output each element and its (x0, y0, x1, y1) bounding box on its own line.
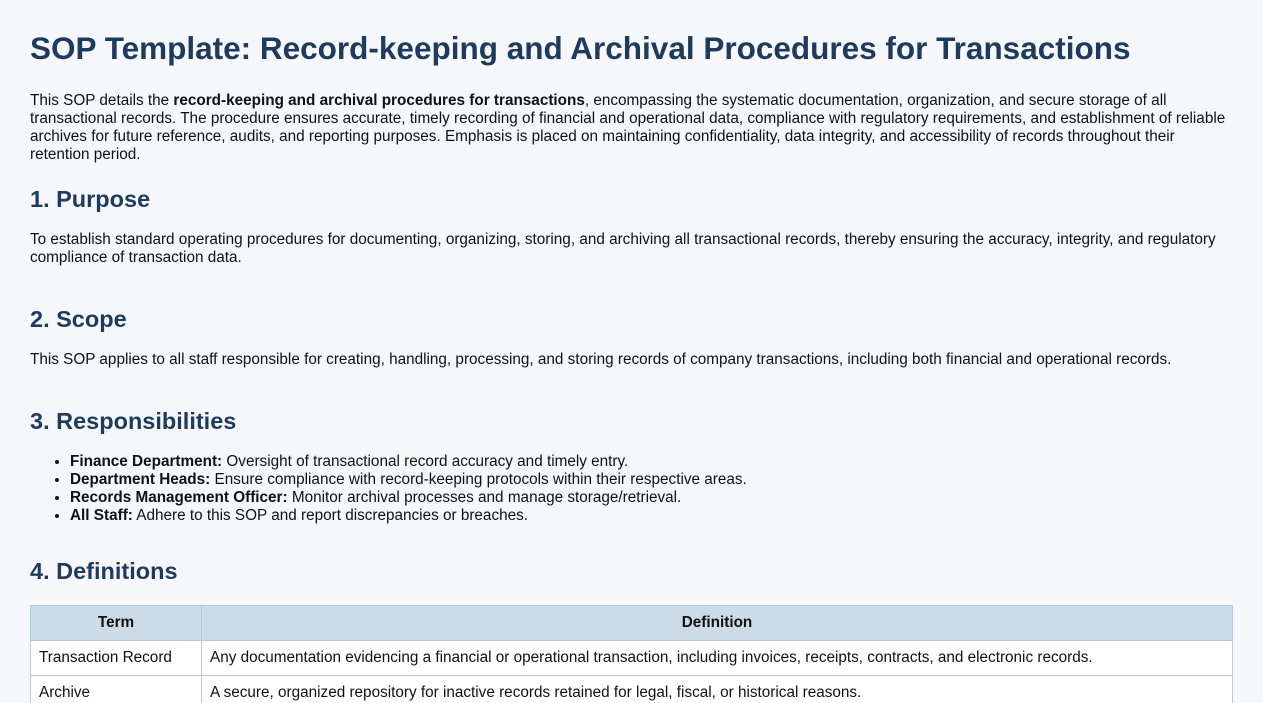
intro-emphasis: record-keeping and archival procedures for transactions (173, 92, 585, 109)
responsibility-role: All Staff: (70, 507, 133, 524)
responsibility-role: Records Management Officer: (70, 489, 288, 506)
list-item (70, 453, 1233, 471)
table-row (31, 641, 1233, 676)
column-header-term: Term (31, 606, 202, 641)
list-item (70, 489, 1233, 507)
table-row (31, 676, 1233, 703)
page-title: SOP Template: Record-keeping and Archival Procedures for Transactions (30, 30, 1131, 66)
term-cell: Archive (31, 676, 202, 703)
responsibilities-list (30, 453, 1233, 525)
definition-cell: Any documentation evidencing a financial or operational transaction, including invoices, receipts, contracts, and electronic records. (202, 641, 1233, 676)
responsibility-text: Oversight of transactional record accuracy and timely entry. (222, 453, 629, 470)
responsibility-text: Ensure compliance with record-keeping protocols within their respective areas. (210, 471, 747, 488)
section-heading-purpose: 1. Purpose (30, 186, 151, 212)
section-heading-definitions: 4. Definitions (30, 558, 178, 584)
list-item (70, 507, 1233, 525)
responsibility-text: Monitor archival processes and manage storage/retrieval. (287, 489, 682, 506)
table-header-row (31, 606, 1233, 641)
responsibility-role: Finance Department: (70, 453, 223, 470)
definitions-table (30, 605, 1233, 703)
scope-text: This SOP applies to all staff responsible for creating, handling, processing, and storing records of company transactions, including both financial and operational records. (30, 351, 1172, 368)
definition-cell: A secure, organized repository for inactive records retained for legal, fiscal, or historical reasons. (202, 676, 1233, 703)
intro-prefix: This SOP details the (30, 92, 174, 109)
intro-suffix: , encompassing the systematic documentation, organization, and secure storage of all transactional records. The procedure ensures accurate, timely recording of financial and operational data, compliance with regulatory requirements, and establishment of reliable archives for future reference, audits, and reporting purposes. Emphasis is placed on maintaining confidentiality, data integrity, and accessibility of records throughout their retention period. (30, 92, 1226, 163)
section-heading-responsibilities: 3. Responsibilities (30, 408, 237, 434)
intro-paragraph (30, 92, 1233, 164)
responsibility-text: Adhere to this SOP and report discrepancies or breaches. (132, 507, 529, 524)
term-cell: Transaction Record (31, 641, 202, 676)
list-item (70, 471, 1233, 489)
column-header-definition: Definition (202, 606, 1233, 641)
section-heading-scope: 2. Scope (30, 306, 127, 332)
purpose-text: To establish standard operating procedures for documenting, organizing, storing, and archiving all transactional records, thereby ensuring the accuracy, integrity, and regulatory compliance of transaction data. (30, 231, 1216, 266)
responsibility-role: Department Heads: (70, 471, 211, 488)
